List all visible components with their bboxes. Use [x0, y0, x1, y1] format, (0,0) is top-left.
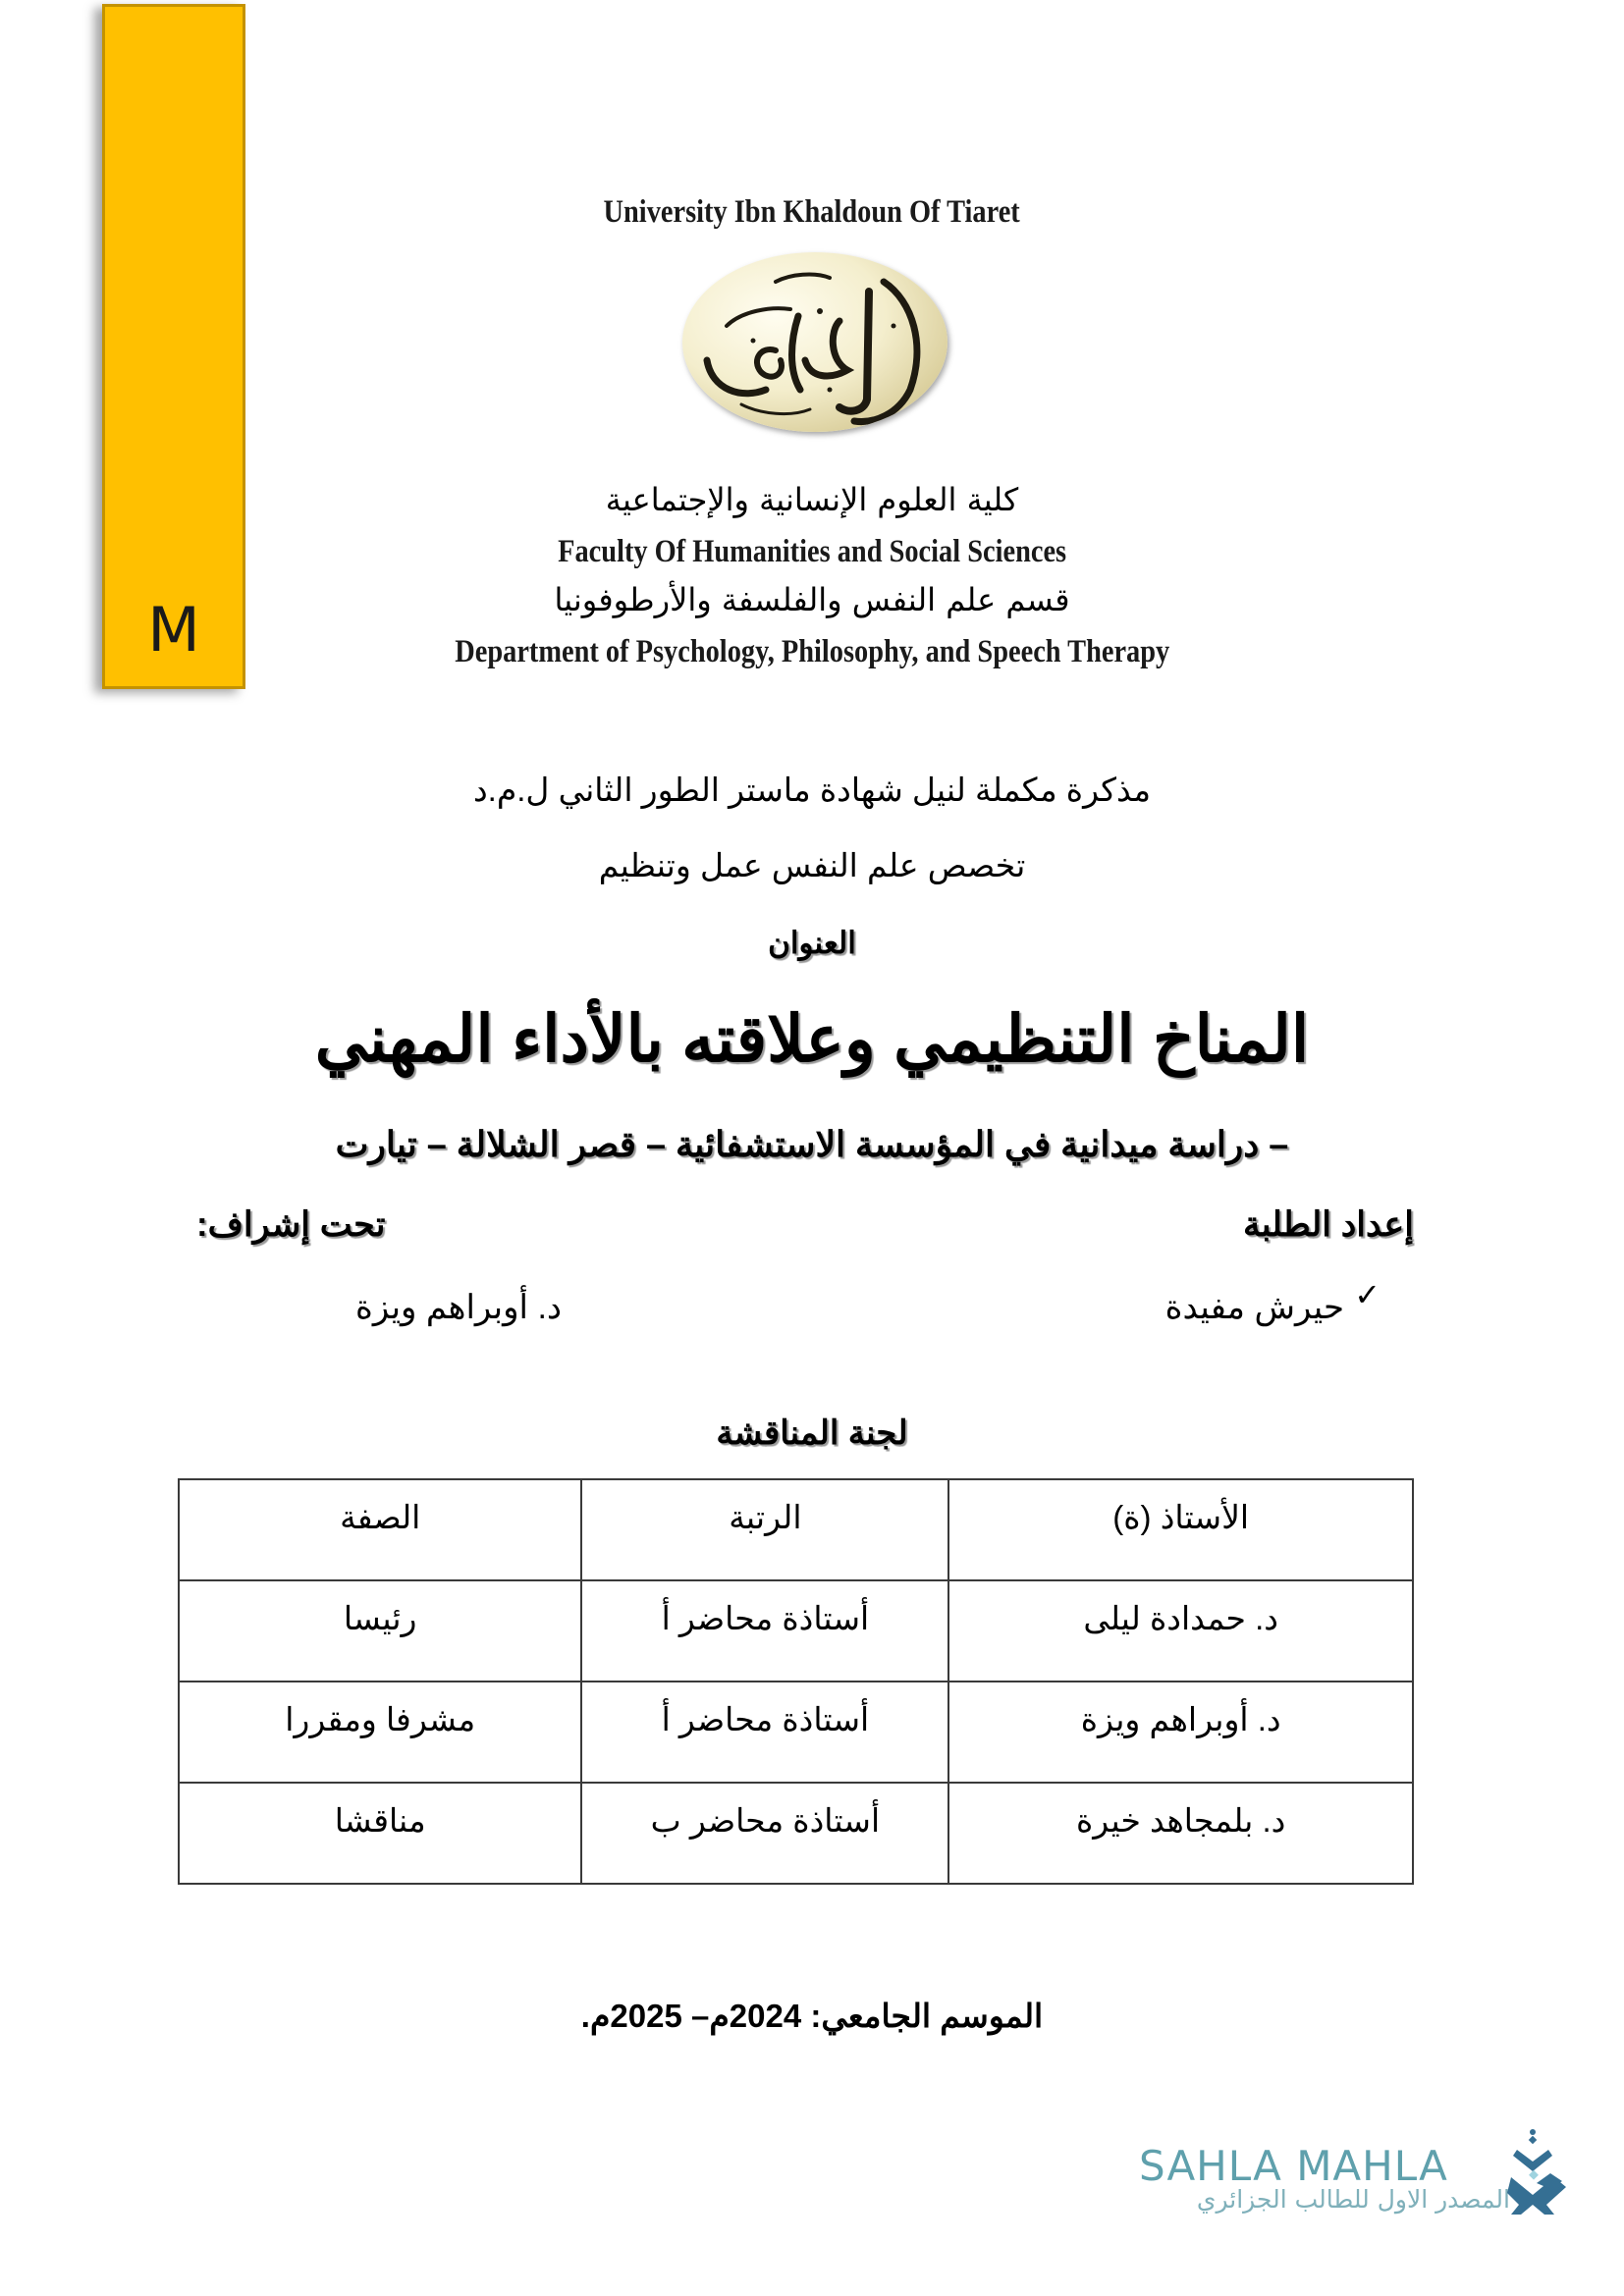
watermark-logo-icon: [1507, 2128, 1574, 2216]
department-name-en: [0, 632, 1624, 670]
watermark-brand: SAHLA MAHLA: [1139, 2142, 1448, 2190]
committee-table: [178, 1478, 1414, 1885]
header-role: الصفة: [179, 1479, 581, 1580]
cell-role: مشرفا ومقررا: [179, 1682, 581, 1783]
university-name-en-text: University Ibn Khaldoun Of Tiaret: [603, 194, 1021, 230]
table-row: [179, 1580, 1413, 1682]
cell-rank: أستاذة محاضر أ: [581, 1682, 948, 1783]
memo-line: مذكرة مكملة لنيل شهادة ماستر الطور الثاني ل.م.د: [472, 772, 1152, 808]
header-professor: الأستاذ (ة): [948, 1479, 1413, 1580]
table-row: [179, 1682, 1413, 1783]
prepared-by-label: إعداد الطلبة: [1242, 1205, 1414, 1244]
thesis-subtitle: – دراسة ميدانية في المؤسسة الاستشفائية – قصر الشلالة – تيارت: [335, 1124, 1289, 1164]
committee-title: لجنة المناقشة: [716, 1415, 908, 1452]
supervisor-name: د. أوبراهم ويزة: [355, 1289, 563, 1326]
cell-role: مناقشا: [179, 1783, 581, 1884]
title-label: العنوان: [768, 926, 856, 960]
specialty-line: تخصص علم النفس عمل وتنظيم: [598, 847, 1026, 883]
faculty-name-ar: كلية العلوم الإنسانية والإجتماعية: [605, 481, 1019, 518]
faculty-name-en-text: Faculty Of Humanities and Social Sciences: [558, 534, 1066, 569]
academic-season: الموسم الجامعي: 2024م– 2025م.: [580, 1998, 1044, 2034]
department-name-ar: قسم علم النفس والفلسفة والأرطوفونيا: [554, 581, 1070, 618]
thesis-title: المناخ التنظيمي وعلاقته بالأداء المهني: [314, 1002, 1310, 1075]
cell-rank: أستاذة محاضر أ: [581, 1580, 948, 1682]
table-header-row: [179, 1479, 1413, 1580]
supervision-label: تحت إشراف:: [196, 1205, 386, 1244]
student-name: حيرش مفيدة: [1164, 1289, 1344, 1326]
cell-professor: د. حمدادة ليلى: [948, 1580, 1413, 1682]
header-rank: الرتبة: [581, 1479, 948, 1580]
cell-professor: د. بلمجاهد خيرة: [948, 1783, 1413, 1884]
university-logo-icon: [682, 252, 947, 432]
side-tab-letter: M: [147, 594, 200, 666]
department-name-en-text: Department of Psychology, Philosophy, and Speech Therapy: [455, 634, 1169, 669]
university-name-en: [0, 192, 1624, 231]
table-row: [179, 1783, 1413, 1884]
watermark-tagline: المصدر الاول للطالب الجزائري: [1196, 2185, 1510, 2214]
cell-rank: أستاذة محاضر ب: [581, 1783, 948, 1884]
checkmark-icon: ✓: [1354, 1277, 1380, 1312]
cell-professor: د. أوبراهم ويزة: [948, 1682, 1413, 1783]
cell-role: رئيسا: [179, 1580, 581, 1682]
faculty-name-en: [0, 532, 1624, 570]
